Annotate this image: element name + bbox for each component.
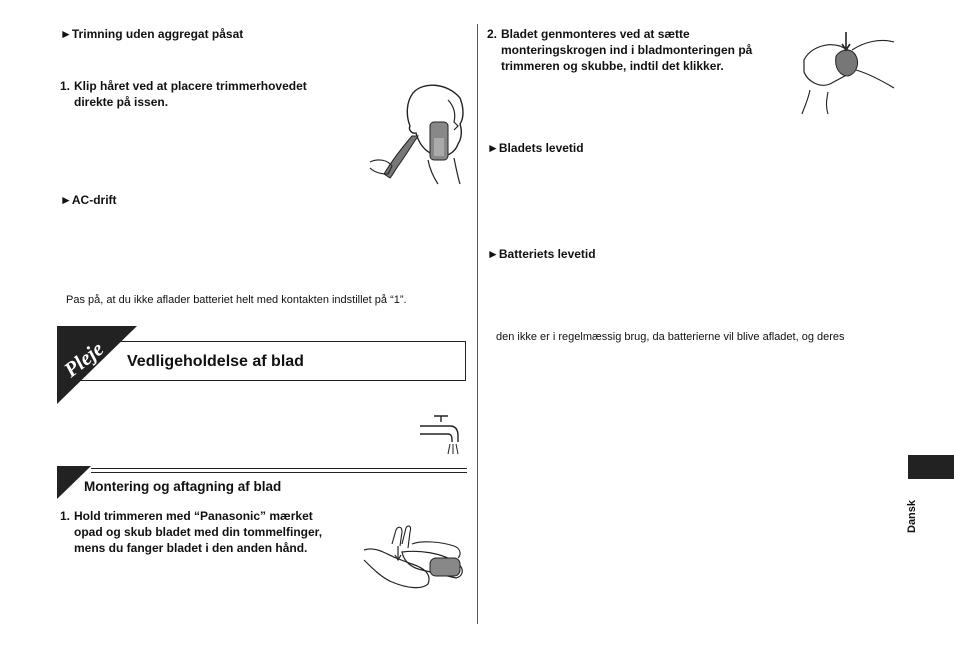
triangle-bullet-icon: ► xyxy=(487,141,499,155)
mount-step-1: 1. Hold trimmeren med “Panasonic” mærket opad og skub bladet med din tommelfinger, mens du fanger bladet i den anden hånd. xyxy=(60,509,323,555)
blade-reattach-illustration xyxy=(800,30,896,114)
care-label: Pleje xyxy=(59,336,109,382)
trim-step-1: 1. Klip håret ved at placere trimmerhovedet direkte på issen. xyxy=(60,79,307,109)
heading-trim-no-attachment: ►Trimning uden aggregat påsat xyxy=(60,27,244,41)
mount-step-2: 2. Bladet genmonteres ved at sætte monteringskrogen ind i bladmonteringen på trimmeren og skubbe, indtil det klikker. xyxy=(487,27,753,73)
battery-life-text: den ikke er i regelmæssig brug, da batterierne vil blive afladet, og deres xyxy=(496,331,845,343)
subsection-rule-bottom xyxy=(91,472,467,473)
heading-blade-life: ►Bladets levetid xyxy=(487,141,584,155)
triangle-bullet-icon: ► xyxy=(60,27,72,41)
section-title: Vedligeholdelse af blad xyxy=(127,353,304,370)
triangle-bullet-icon: ► xyxy=(60,193,72,207)
subsection-title: Montering og aftagning af blad xyxy=(84,479,282,494)
language-label: Dansk xyxy=(906,499,918,533)
water-faucet-icon xyxy=(418,414,462,456)
column-divider xyxy=(477,24,478,624)
subsection-rule-top xyxy=(91,468,467,469)
heading-ac-operation: ►AC-drift xyxy=(60,193,117,207)
blade-removal-illustration xyxy=(362,524,468,592)
heading-battery-life: ►Batteriets levetid xyxy=(487,247,596,261)
head-trimming-illustration xyxy=(368,78,468,184)
battery-note: Pas på, at du ikke aflader batteriet helt med kontakten indstillet på “1”. xyxy=(66,294,407,306)
triangle-bullet-icon: ► xyxy=(487,247,499,261)
language-side-tab xyxy=(908,455,954,479)
